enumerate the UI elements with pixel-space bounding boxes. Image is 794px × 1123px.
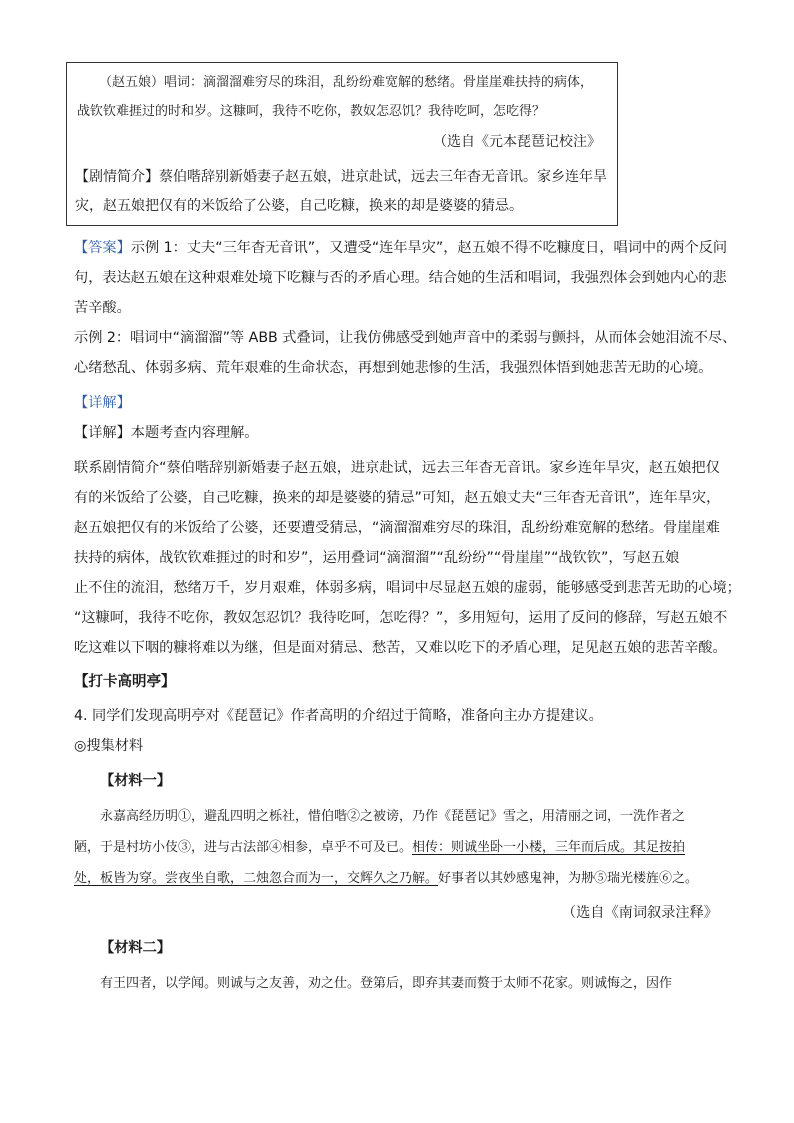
detail-line-6: “这糠呵，我待不吃你，教奴怎忍饥？我待吃呵，怎吃得？”，多用短句，运用了反问的修辞，写赵五娘不 bbox=[74, 610, 728, 626]
detail-heading: 【详解】 bbox=[74, 395, 131, 411]
excerpt-box bbox=[66, 62, 618, 226]
plot-intro-text: 蔡伯喈辞别新婚妻子赵五娘，进京赴试，远去三年杳无音讯。家乡连年旱灾，赵五娘把仅有的米饭给了公婆，自己吃糠，换来的却是婆婆的猜忌。 bbox=[75, 169, 607, 214]
material-1-line-3: 处，板皆为穿。尝夜坐自歌，二烛忽合而为一，交辉久之乃解。好事者以其妙感鬼神，为刱⑤瑞光楼旌⑥之。 bbox=[74, 871, 699, 886]
material-2-title: 【材料二】 bbox=[100, 940, 171, 956]
excerpt-source: （选自《元本琵琶记校注》 bbox=[433, 134, 601, 150]
detail-line-5: 止不住的流泪，愁绪万千，岁月艰难，体弱多病，唱词中尽显赵五娘的虚弱，能够感受到悲苦无助的心境； bbox=[74, 580, 741, 596]
plot-intro-tag: 【剧情简介】 bbox=[75, 169, 159, 185]
answer-tag: 【答案】 bbox=[74, 240, 131, 256]
lyric-line-1: （赵五娘）唱词：滴溜溜难穷尽的珠泪，乱纷纷难宽解的愁绪。骨崖崖难扶持的病体， bbox=[99, 75, 594, 90]
material-1-line-1: 永嘉高经历明①，避乱四明之栎社，惜伯喈②之被谤，乃作《琵琶记》雪之，用清丽之词，一洗作者之 bbox=[100, 809, 686, 824]
answer-line-1: 【答案】示例 1：丈夫“三年杳无音讯”，又遭受“连年旱灾”，赵五娘不得不吃糠度日，唱词中的两个反问 bbox=[74, 240, 728, 256]
answer-line-4: 示例 2：唱词中“滴溜溜”等 ABB 式叠词，让我仿佛感受到她声音中的柔弱与颤抖，从而体会她泪流不尽、 bbox=[74, 330, 737, 346]
material-1-source: （选自《南词叙录注释》 bbox=[561, 905, 718, 921]
answer-line-5: 心绪愁乱、体弱多病、荒年艰难的生命状态，再想到她悲惨的生活，我强烈体悟到她悲苦无助的心境。 bbox=[74, 360, 713, 376]
material-1-title: 【材料一】 bbox=[100, 773, 171, 789]
question-4: 4. 同学们发现高明亭对《琵琶记》作者高明的介绍过于简略，准备向主办方提建议。 bbox=[74, 708, 603, 724]
detail-line-1: 联系剧情简介“蔡伯喈辞别新婚妻子赵五娘，进京赴试，远去三年杳无音讯。家乡连年旱灾，赵五娘把仅 bbox=[74, 460, 720, 476]
answer-line-3: 苦辛酸。 bbox=[74, 300, 131, 316]
lyric-line-2: 战钦钦难捱过的时和岁。这糠呵，我待不吃你，教奴怎忍饥？我待吃呵，怎吃得？ bbox=[77, 104, 546, 119]
detail-line-2: 有的米饭给了公婆，自己吃糠，换来的却是婆婆的猜忌”可知，赵五娘丈夫“三年杳无音讯”，连年旱灾， bbox=[74, 490, 721, 506]
plot-intro bbox=[75, 163, 607, 221]
detail-line-4: 扶持的病体，战钦钦难捱过的时和岁”，运用叠词“滴溜溜”“乱纷纷”“骨崖崖”“战钦钦”，写赵五娘 bbox=[74, 550, 680, 566]
section-title: 【打卡高明亭】 bbox=[74, 674, 176, 690]
detail-line-7: 吃这难以下咽的糠将难以为继，但是面对猜忌、愁苦，又难以吃下的矛盾心理，足见赵五娘的悲苦辛酸。 bbox=[74, 640, 727, 656]
material-1-line-2: 陋，于是村坊小伎③，进与古法部④相参，卓乎不可及已。相传：则诚坐卧一小楼，三年而后成。其足按拍 bbox=[74, 840, 686, 855]
detail-tag: 【详解】 bbox=[74, 425, 131, 441]
answer-line-2: 句，表达赵五娘在这种艰难处境下吃糠与否的矛盾心理。结合她的生活和唱词，我强烈体会到她内心的悲 bbox=[74, 270, 727, 286]
material-2-line-1: 有王四者，以学闻。则诚与之友善，劝之仕。登第后，即弃其妻而赘于太师不花家。则诚悔之，因作 bbox=[100, 976, 673, 991]
detail-line-3: 赵五娘把仅有的米饭给了公婆，还要遭受猜忌，“滴溜溜难穷尽的珠泪，乱纷纷难宽解的愁绪。骨崖崖难 bbox=[74, 520, 720, 536]
collect-materials: ◎搜集材料 bbox=[74, 738, 144, 754]
detail-intro: 【详解】本题考查内容理解。 bbox=[74, 425, 259, 441]
underlined-legend: 相传：则诚坐卧一小楼，三年而后成。其足按拍 bbox=[412, 840, 686, 855]
